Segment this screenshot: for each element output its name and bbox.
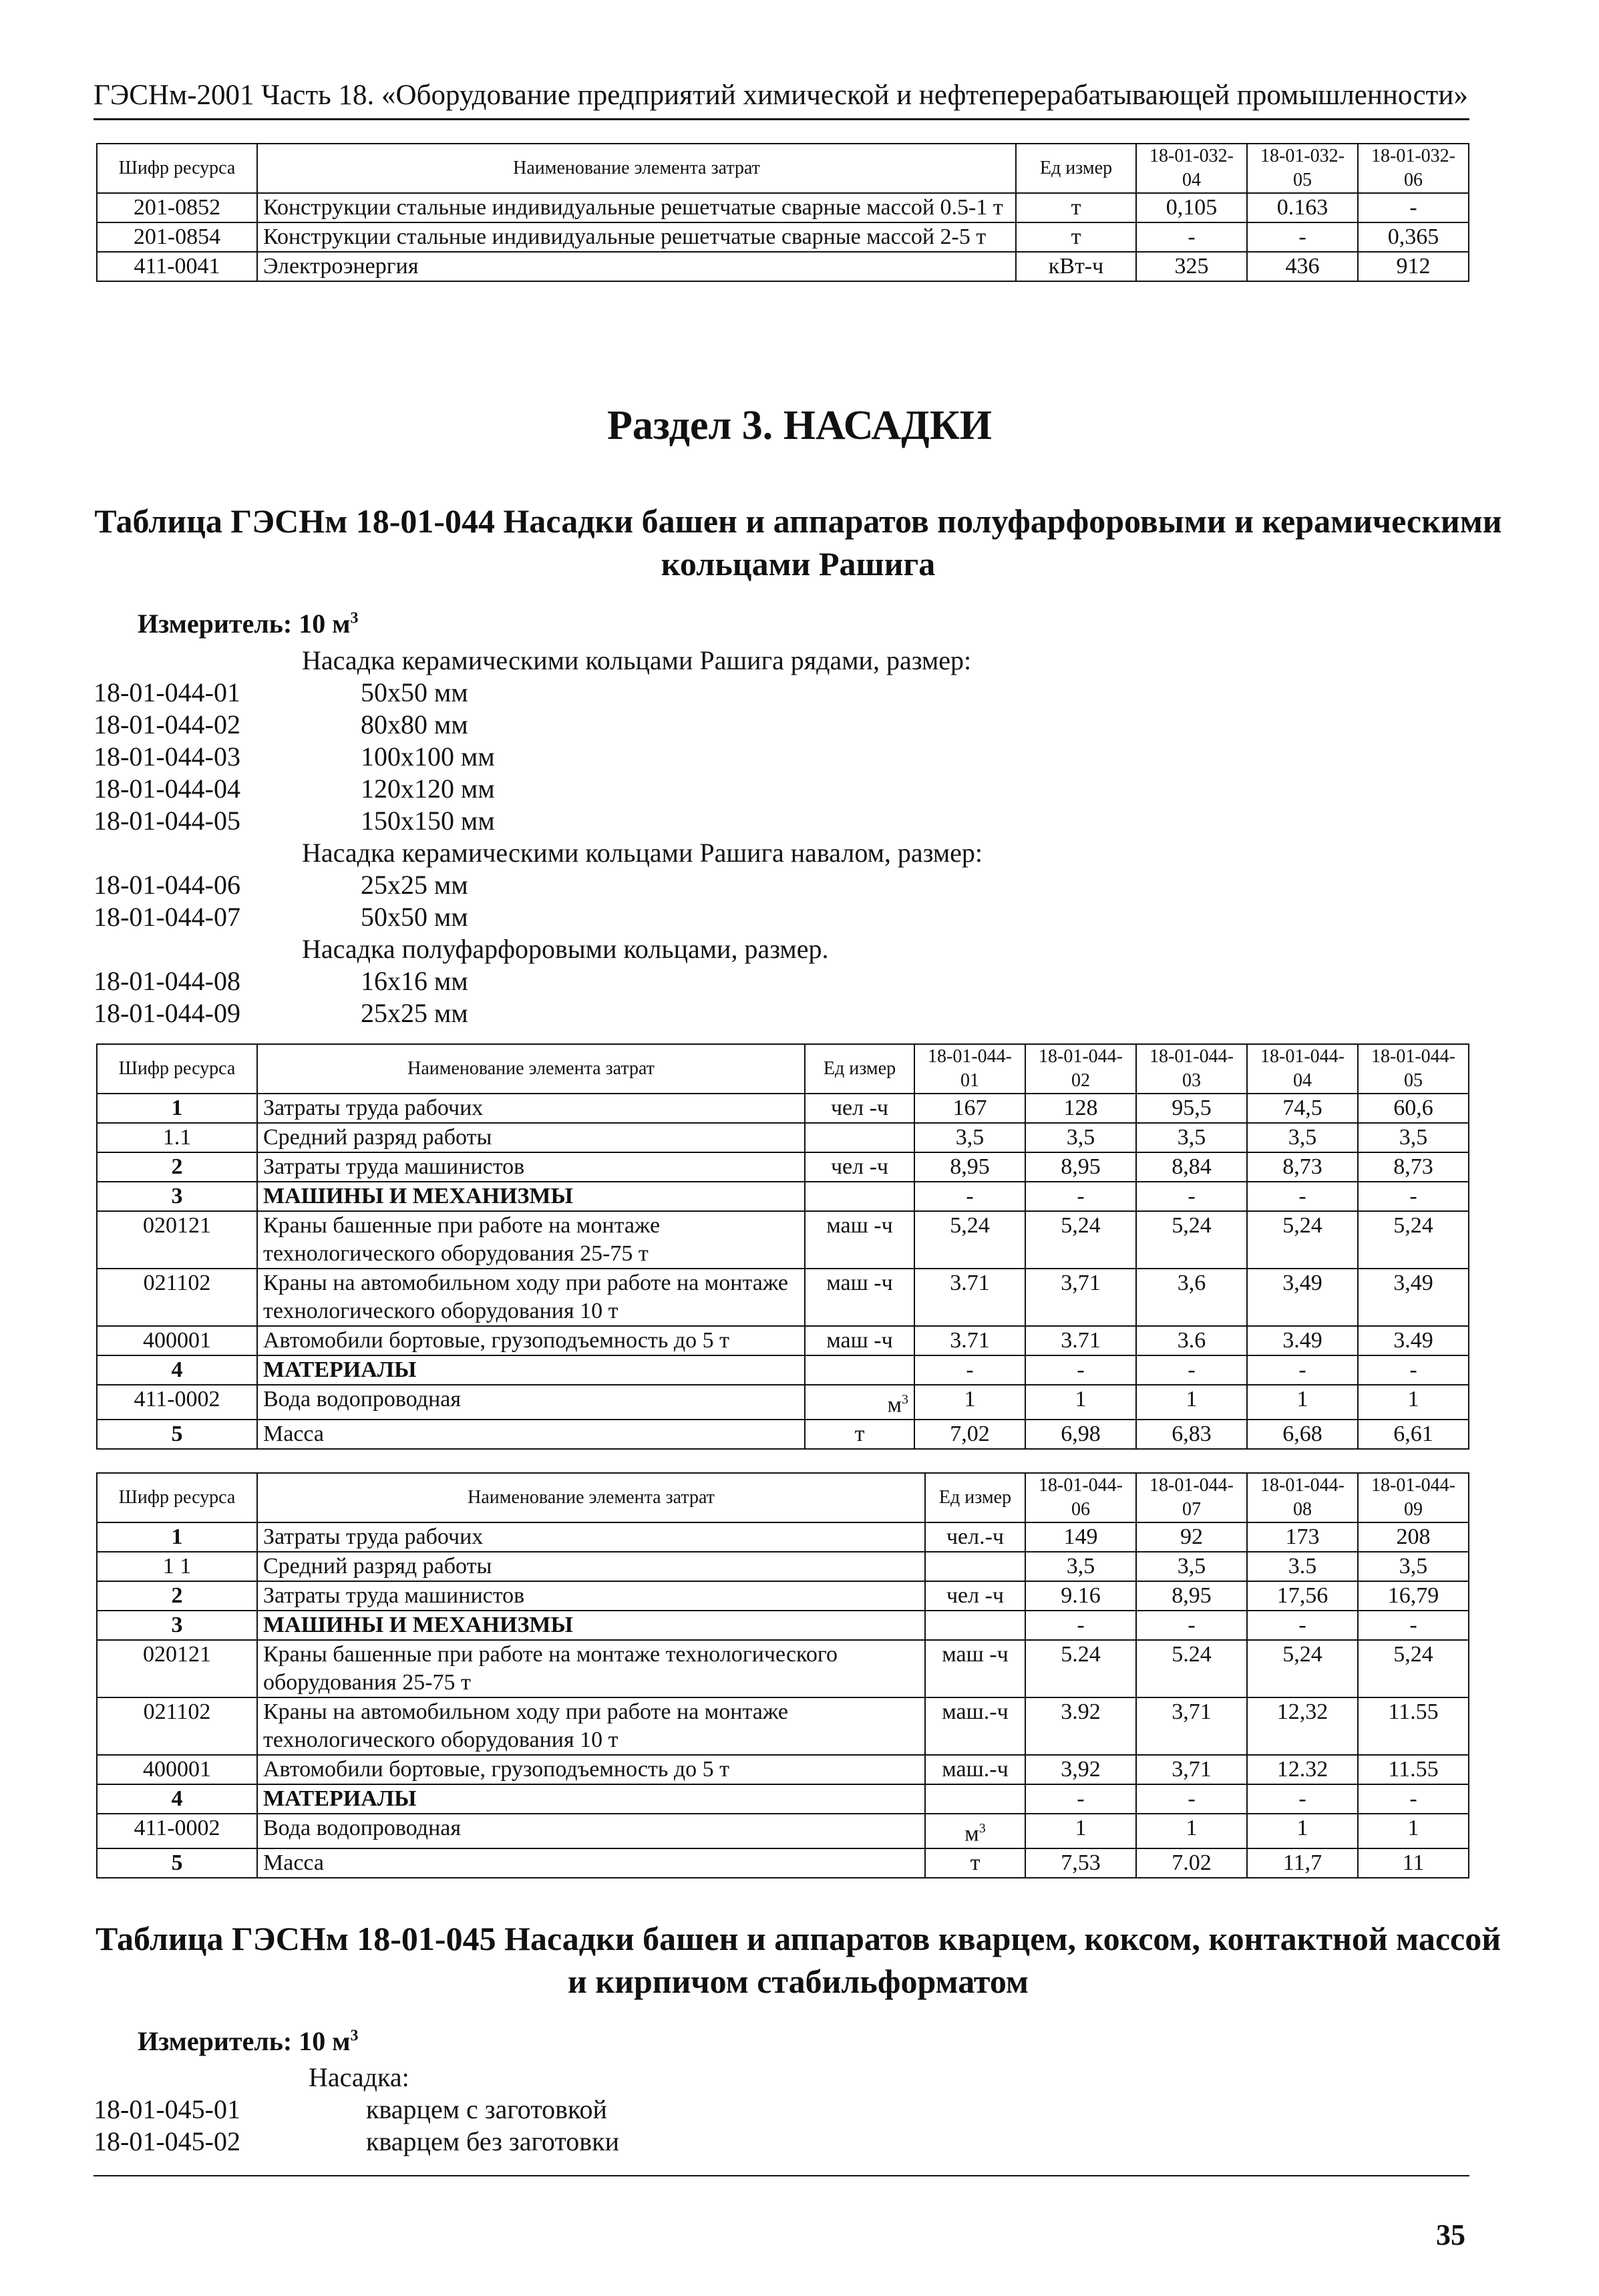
value: 1 <box>1136 1814 1247 1848</box>
resource-code: 021102 <box>97 1269 257 1326</box>
resource-name: Вода водопроводная <box>257 1814 925 1848</box>
col-header: 18-01-032-05 <box>1247 144 1358 193</box>
unit <box>805 1123 914 1152</box>
unit <box>805 1182 914 1211</box>
value: 3,5 <box>1358 1552 1469 1581</box>
resource-code: 400001 <box>97 1755 257 1784</box>
table-row <box>97 1269 1469 1326</box>
group-heading: Насадка керамическими кольцами Рашига рядами, размер: <box>302 645 972 675</box>
value: - <box>1247 1784 1358 1814</box>
value: 16,79 <box>1358 1581 1469 1611</box>
value: 6,98 <box>1025 1420 1136 1449</box>
unit-text: м <box>964 1821 979 1846</box>
value: - <box>1025 1784 1136 1814</box>
value: 3,5 <box>1025 1123 1136 1152</box>
value: 3,49 <box>1247 1269 1358 1326</box>
value: 12,32 <box>1247 1697 1358 1755</box>
value: 3,5 <box>914 1123 1025 1152</box>
resource-code: 2 <box>97 1581 257 1611</box>
norm-spec: 25х25 мм <box>361 870 468 900</box>
resource-table-044-a <box>96 1043 1469 1450</box>
meter-value: 10 м <box>299 2026 351 2056</box>
resource-name: Затраты труда машинистов <box>257 1152 805 1182</box>
value: - <box>914 1182 1025 1211</box>
col-header: Шифр ресурса <box>97 144 257 193</box>
resource-code: 4 <box>97 1355 257 1385</box>
resource-code: 400001 <box>97 1326 257 1355</box>
value: 8,95 <box>1136 1581 1247 1611</box>
resource-code: 3 <box>97 1611 257 1640</box>
value: 3.71 <box>914 1269 1025 1326</box>
unit: т <box>805 1420 914 1449</box>
resource-code: 020121 <box>97 1640 257 1697</box>
meter-label: Измеритель: <box>138 609 293 639</box>
unit: т <box>1016 222 1136 252</box>
value: 5.24 <box>1136 1640 1247 1697</box>
group-heading: Насадка: <box>309 2062 409 2092</box>
col-header: 18-01-044-02 <box>1025 1044 1136 1094</box>
resource-code: 411-0002 <box>97 1814 257 1848</box>
table-row <box>97 1152 1469 1182</box>
resource-name: МАШИНЫ И МЕХАНИЗМЫ <box>257 1611 925 1640</box>
resource-name: Конструкции стальные индивидуальные решетчатые сварные массой 0.5-1 т <box>257 193 1016 222</box>
value: - <box>1247 1355 1358 1385</box>
unit <box>925 1552 1025 1581</box>
value: - <box>1247 1611 1358 1640</box>
norm-code: 18-01-044-05 <box>94 806 240 836</box>
meter-value: 10 м <box>299 609 351 639</box>
resource-name: МАТЕРИАЛЫ <box>257 1355 805 1385</box>
value: 6,61 <box>1358 1420 1469 1449</box>
unit: маш -ч <box>805 1211 914 1269</box>
norm-code: 18-01-044-04 <box>94 774 240 804</box>
resource-code: 5 <box>97 1848 257 1878</box>
value: 74,5 <box>1247 1094 1358 1123</box>
resource-code: 201-0852 <box>97 193 257 222</box>
resource-code: 021102 <box>97 1697 257 1755</box>
norm-code: 18-01-045-01 <box>94 2094 240 2124</box>
unit-exponent: 3 <box>902 1392 908 1407</box>
value: - <box>1136 222 1247 252</box>
col-header: 18-01-044-04 <box>1247 1044 1358 1094</box>
header-rule <box>94 118 1469 120</box>
value: 128 <box>1025 1094 1136 1123</box>
col-header: Ед измер <box>1016 144 1136 193</box>
table-row <box>97 1697 1469 1755</box>
col-header: 18-01-044-07 <box>1136 1473 1247 1522</box>
norm-spec: 150х150 мм <box>361 806 495 836</box>
value: 11.55 <box>1358 1755 1469 1784</box>
table-row <box>97 252 1469 281</box>
value: 8,73 <box>1358 1152 1469 1182</box>
table-row <box>97 1611 1469 1640</box>
table-row <box>97 1784 1469 1814</box>
table-row <box>97 1094 1469 1123</box>
resource-code: 1 <box>97 1094 257 1123</box>
table-row <box>97 1814 1469 1848</box>
value: 5,24 <box>914 1211 1025 1269</box>
resource-name: Затраты труда рабочих <box>257 1522 925 1552</box>
resource-code: 2 <box>97 1152 257 1182</box>
col-header: 18-01-044-09 <box>1358 1473 1469 1522</box>
table-row <box>97 1123 1469 1152</box>
norm-spec: 50х50 мм <box>361 902 468 932</box>
value: 8,95 <box>1025 1152 1136 1182</box>
resource-code: 5 <box>97 1420 257 1449</box>
unit: чел -ч <box>925 1581 1025 1611</box>
resource-code: 4 <box>97 1784 257 1814</box>
value: 17,56 <box>1247 1581 1358 1611</box>
value: 11.55 <box>1358 1697 1469 1755</box>
value: 149 <box>1025 1522 1136 1552</box>
value: - <box>1136 1182 1247 1211</box>
value: - <box>1025 1182 1136 1211</box>
resource-name: Конструкции стальные индивидуальные решетчатые сварные массой 2-5 т <box>257 222 1016 252</box>
resource-code: 020121 <box>97 1211 257 1269</box>
value: 3.71 <box>914 1326 1025 1355</box>
value: 3,5 <box>1358 1123 1469 1152</box>
unit <box>925 1611 1025 1640</box>
norm-code: 18-01-045-02 <box>94 2126 240 2156</box>
value: 173 <box>1247 1522 1358 1552</box>
resource-name: Затраты труда рабочих <box>257 1094 805 1123</box>
value: 95,5 <box>1136 1094 1247 1123</box>
group-heading: Насадка полуфарфоровыми кольцами, размер. <box>302 934 829 964</box>
table-row <box>97 1420 1469 1449</box>
col-header: 18-01-044-08 <box>1247 1473 1358 1522</box>
norm-code: 18-01-044-08 <box>94 966 240 996</box>
table-row <box>97 1385 1469 1420</box>
value: 5,24 <box>1358 1640 1469 1697</box>
unit-text: м <box>887 1392 902 1418</box>
col-header: 18-01-032-06 <box>1358 144 1469 193</box>
value: 5,24 <box>1136 1211 1247 1269</box>
section-title: Раздел 3. НАСАДКИ <box>606 403 993 448</box>
unit: чел.-ч <box>925 1522 1025 1552</box>
meter-045 <box>138 2025 358 2057</box>
resource-name: Краны на автомобильном ходу при работе на монтаже технологического оборудования 10 т <box>257 1269 805 1326</box>
resource-code: 1.1 <box>97 1123 257 1152</box>
value: 7,53 <box>1025 1848 1136 1878</box>
value: 1 <box>1247 1385 1358 1420</box>
value: 3,49 <box>1358 1269 1469 1326</box>
norm-spec: кварцем без заготовки <box>366 2126 620 2156</box>
unit: маш.-ч <box>925 1755 1025 1784</box>
value: 3.71 <box>1025 1326 1136 1355</box>
col-header: 18-01-044-06 <box>1025 1473 1136 1522</box>
col-header: 18-01-032-04 <box>1136 144 1247 193</box>
value: 1 <box>1136 1385 1247 1420</box>
value: - <box>1358 1784 1469 1814</box>
value: - <box>1247 1182 1358 1211</box>
col-header: 18-01-044-03 <box>1136 1044 1247 1094</box>
footer-rule <box>94 2175 1469 2176</box>
value: 7,02 <box>914 1420 1025 1449</box>
col-header: Ед измер <box>805 1044 914 1094</box>
value: - <box>1247 222 1358 252</box>
norm-spec: 16х16 мм <box>361 966 468 996</box>
resource-name: МАТЕРИАЛЫ <box>257 1784 925 1814</box>
norm-spec: 120х120 мм <box>361 774 495 804</box>
value: 3.49 <box>1247 1326 1358 1355</box>
meter-exponent: 3 <box>350 609 359 627</box>
value: 1 <box>1025 1814 1136 1848</box>
value: 3,71 <box>1136 1755 1247 1784</box>
resource-name: Краны на автомобильном ходу при работе на монтаже технологического оборудования 10 т <box>257 1697 925 1755</box>
value: 3,6 <box>1136 1269 1247 1326</box>
value: 5,24 <box>1247 1211 1358 1269</box>
value: 1 <box>1025 1385 1136 1420</box>
value: 436 <box>1247 252 1358 281</box>
value: 5,24 <box>1247 1640 1358 1697</box>
unit: маш -ч <box>805 1269 914 1326</box>
value: 3,71 <box>1136 1697 1247 1755</box>
norm-code: 18-01-044-06 <box>94 870 240 900</box>
table-row <box>97 1581 1469 1611</box>
value: 3,5 <box>1247 1123 1358 1152</box>
unit <box>925 1814 1025 1848</box>
resource-name: Электроэнергия <box>257 252 1016 281</box>
table-row <box>97 1755 1469 1784</box>
meter-exponent: 3 <box>350 2027 359 2045</box>
unit: чел -ч <box>805 1152 914 1182</box>
resource-code: 201-0854 <box>97 222 257 252</box>
unit: маш.-ч <box>925 1697 1025 1755</box>
unit: т <box>1016 193 1136 222</box>
col-header: Шифр ресурса <box>97 1044 257 1094</box>
table-045-title: Таблица ГЭСНм 18-01-045 Насадки башен и аппаратов кварцем, коксом, контактной массой и кирпичом стабильформатом <box>95 1920 1501 2000</box>
value: 5,24 <box>1025 1211 1136 1269</box>
value: 3,71 <box>1025 1269 1136 1326</box>
table-row <box>97 1522 1469 1552</box>
value: 8,95 <box>914 1152 1025 1182</box>
value: - <box>1358 1182 1469 1211</box>
value: 1 <box>914 1385 1025 1420</box>
value: 5.24 <box>1025 1640 1136 1697</box>
unit: т <box>925 1848 1025 1878</box>
resource-name: Средний разряд работы <box>257 1123 805 1152</box>
value: 325 <box>1136 252 1247 281</box>
value: 6,68 <box>1247 1420 1358 1449</box>
resource-name: Масса <box>257 1420 805 1449</box>
col-header: Ед измер <box>925 1473 1025 1522</box>
resource-table-044-b <box>96 1472 1469 1878</box>
value: - <box>1358 193 1469 222</box>
resource-name: Средний разряд работы <box>257 1552 925 1581</box>
value: - <box>1025 1355 1136 1385</box>
unit <box>805 1355 914 1385</box>
value: 7.02 <box>1136 1848 1247 1878</box>
norm-spec: 50х50 мм <box>361 677 468 707</box>
value: 3,5 <box>1025 1552 1136 1581</box>
value: - <box>1136 1784 1247 1814</box>
resource-name: Краны башенные при работе на монтаже технологического оборудования 25-75 т <box>257 1640 925 1697</box>
col-header: Наименование элемента затрат <box>257 1044 805 1094</box>
resource-code: 411-0002 <box>97 1385 257 1420</box>
value: 60,6 <box>1358 1094 1469 1123</box>
value: 11,7 <box>1247 1848 1358 1878</box>
resource-code: 1 1 <box>97 1552 257 1581</box>
value: 6,83 <box>1136 1420 1247 1449</box>
value: - <box>1358 1355 1469 1385</box>
norm-code: 18-01-044-09 <box>94 998 240 1028</box>
value: 3.49 <box>1358 1326 1469 1355</box>
value: 1 <box>1247 1814 1358 1848</box>
value: 3,5 <box>1136 1552 1247 1581</box>
value: 8,73 <box>1247 1152 1358 1182</box>
resource-name: Автомобили бортовые, грузоподъемность до 5 т <box>257 1755 925 1784</box>
value: 167 <box>914 1094 1025 1123</box>
norm-spec: 80х80 мм <box>361 709 468 740</box>
col-header: Наименование элемента затрат <box>257 1473 925 1522</box>
resource-name: Автомобили бортовые, грузоподъемность до 5 т <box>257 1326 805 1355</box>
value: 0,105 <box>1136 193 1247 222</box>
value: - <box>1136 1355 1247 1385</box>
resource-name: Масса <box>257 1848 925 1878</box>
norm-spec: 100х100 мм <box>361 742 495 772</box>
unit <box>805 1385 914 1420</box>
value: 0.163 <box>1247 193 1358 222</box>
resource-name: МАШИНЫ И МЕХАНИЗМЫ <box>257 1182 805 1211</box>
page-header: ГЭСНм-2001 Часть 18. «Оборудование предприятий химической и нефтеперерабатывающей промышленности» <box>94 79 1468 111</box>
resource-table-032 <box>96 143 1469 282</box>
value: 9.16 <box>1025 1581 1136 1611</box>
meter-label: Измеритель: <box>138 2026 293 2056</box>
resource-name: Затраты труда машинистов <box>257 1581 925 1611</box>
table-row <box>97 1182 1469 1211</box>
col-header: 18-01-044-05 <box>1358 1044 1469 1094</box>
value: 8,84 <box>1136 1152 1247 1182</box>
table-row <box>97 1848 1469 1878</box>
value: 3.92 <box>1025 1697 1136 1755</box>
norm-code: 18-01-044-03 <box>94 742 240 772</box>
table-row <box>97 1552 1469 1581</box>
value: 3.6 <box>1136 1326 1247 1355</box>
page-number: 35 <box>1436 2219 1465 2251</box>
col-header: Наименование элемента затрат <box>257 144 1016 193</box>
value: 0,365 <box>1358 222 1469 252</box>
unit <box>925 1784 1025 1814</box>
table-row <box>97 193 1469 222</box>
group-heading: Насадка керамическими кольцами Рашига навалом, размер: <box>302 838 983 868</box>
norm-code: 18-01-044-07 <box>94 902 240 932</box>
table-row <box>97 1640 1469 1697</box>
table-row <box>97 1355 1469 1385</box>
table-row <box>97 1326 1469 1355</box>
meter-044 <box>138 608 358 639</box>
table-row <box>97 222 1469 252</box>
norm-code: 18-01-044-02 <box>94 709 240 740</box>
table-row <box>97 1211 1469 1269</box>
resource-name: Краны башенные при работе на монтаже технологического оборудования 25-75 т <box>257 1211 805 1269</box>
unit: маш -ч <box>925 1640 1025 1697</box>
unit: чел -ч <box>805 1094 914 1123</box>
value: 92 <box>1136 1522 1247 1552</box>
value: 3,92 <box>1025 1755 1136 1784</box>
value: 3,5 <box>1136 1123 1247 1152</box>
col-header: Шифр ресурса <box>97 1473 257 1522</box>
value: 912 <box>1358 252 1469 281</box>
value: - <box>1136 1611 1247 1640</box>
resource-name: Вода водопроводная <box>257 1385 805 1420</box>
resource-code: 3 <box>97 1182 257 1211</box>
resource-code: 411-0041 <box>97 252 257 281</box>
norm-code: 18-01-044-01 <box>94 677 240 707</box>
value: 5,24 <box>1358 1211 1469 1269</box>
value: - <box>1025 1611 1136 1640</box>
value: 11 <box>1358 1848 1469 1878</box>
unit: маш -ч <box>805 1326 914 1355</box>
value: 12.32 <box>1247 1755 1358 1784</box>
unit: кВт-ч <box>1016 252 1136 281</box>
value: - <box>914 1355 1025 1385</box>
value: 1 <box>1358 1814 1469 1848</box>
norm-spec: 25х25 мм <box>361 998 468 1028</box>
value: 3.5 <box>1247 1552 1358 1581</box>
norm-spec: кварцем с заготовкой <box>366 2094 607 2124</box>
table-044-title: Таблица ГЭСНм 18-01-044 Насадки башен и аппаратов полуфарфоровыми и керамическими кольцами Рашига <box>94 502 1502 583</box>
value: - <box>1358 1611 1469 1640</box>
resource-code: 1 <box>97 1522 257 1552</box>
value: 1 <box>1358 1385 1469 1420</box>
value: 208 <box>1358 1522 1469 1552</box>
col-header: 18-01-044-01 <box>914 1044 1025 1094</box>
unit-exponent: 3 <box>979 1821 986 1836</box>
